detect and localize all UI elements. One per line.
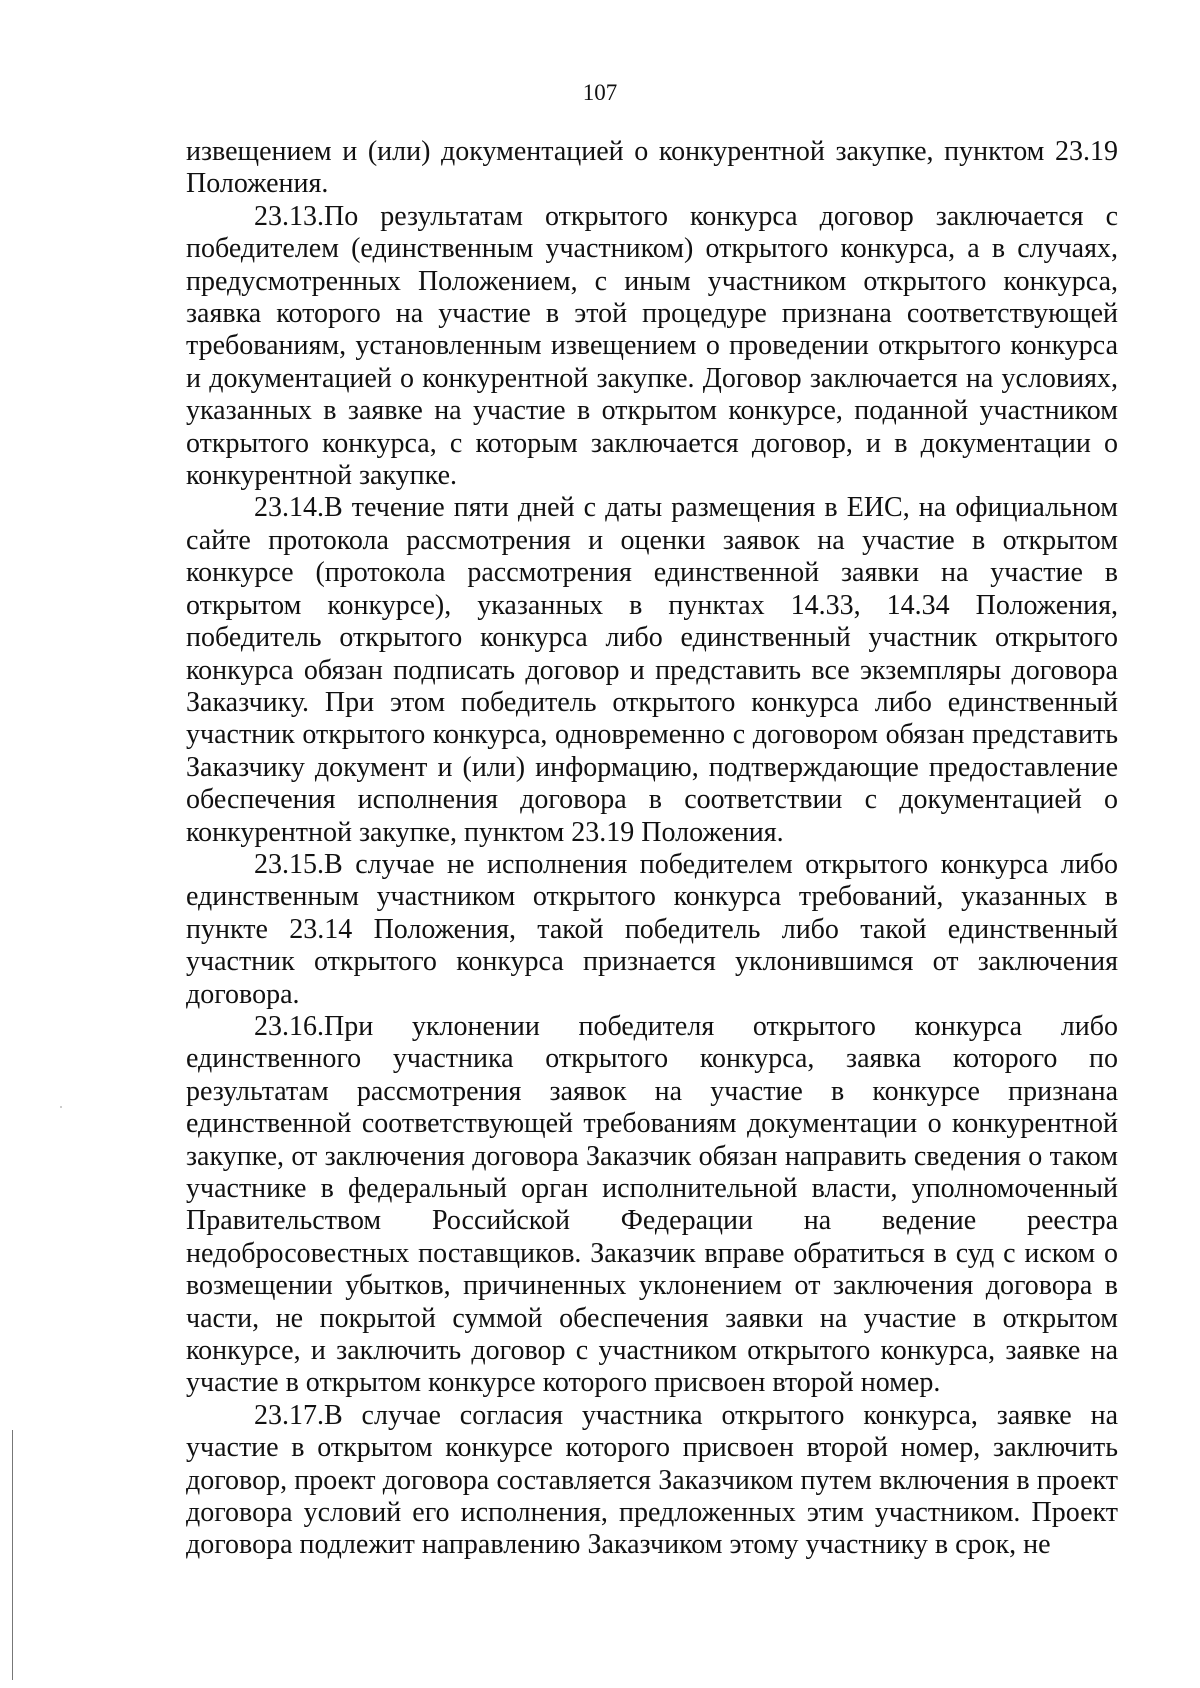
scan-speck	[60, 1106, 62, 1108]
paragraph-continuation: извещением и (или) документацией о конкурентной закупке, пунктом 23.19 Положения.	[186, 136, 1118, 200]
paragraph-23-16: 23.16.При уклонении победителя открытого конкурса либо единственного участника открытого конкурса, заявка которого по результатам рассмотрения заявок на участие в конкурсе признана единственной соответствующей требованиям документации о конкурентной закупке, от заключения договора Заказчик обязан направить сведения о таком участнике в федеральный орган исполнительной власти, уполномоченный Правительством Российской Федерации на ведение реестра недобросовестных поставщиков. Заказчик вправе обратиться в суд с иском о возмещении убытков, причиненных уклонением от заключения договора в части, не покрытой суммой обеспечения заявки на участие в открытом конкурсе, и заключить договор с участником открытого конкурса, заявке на участие в открытом конкурсе которого присвоен второй номер.	[186, 1010, 1118, 1399]
paragraph-23-14: 23.14.В течение пяти дней с даты размещения в ЕИС, на официальном сайте протокола рассмотрения и оценки заявок на участие в открытом конкурсе (протокола рассмотрения единственной заявки на участие в открытом конкурсе), указанных в пунктах 14.33, 14.34 Положения, победитель открытого конкурса либо единственный участник открытого конкурса обязан подписать договор и представить все экземпляры договора Заказчику. При этом победитель открытого конкурса либо единственный участник открытого конкурса, одновременно с договором обязан представить Заказчику документ и (или) информацию, подтверждающие предоставление обеспечения исполнения договора в соответствии с документацией о конкурентной закупке, пунктом 23.19 Положения.	[186, 492, 1118, 848]
paragraph-23-13: 23.13.По результатам открытого конкурса договор заключается с победителем (единственным участником) открытого конкурса, а в случаях, предусмотренных Положением, с иным участником открытого конкурса, заявка которого на участие в этой процедуре признана соответствующей требованиям, установленным извещением о проведении открытого конкурса и документацией о конкурентной закупке. Договор заключается на условиях, указанных в заявке на участие в открытом конкурсе, поданной участником открытого конкурса, с которым заключается договор, и в документации о конкурентной закупке.	[186, 200, 1118, 492]
page-number: 107	[582, 80, 618, 105]
paragraph-23-15: 23.15.В случае не исполнения победителем открытого конкурса либо единственным участником открытого конкурса требований, указанных в пункте 23.14 Положения, такой победитель либо такой единственный участник открытого конкурса признается уклонившимся от заключения договора.	[186, 848, 1118, 1010]
paragraph-23-17: 23.17.В случае согласия участника открытого конкурса, заявке на участие в открытом конкурсе которого присвоен второй номер, заключить договор, проект договора составляется Заказчиком путем включения в проект договора условий его исполнения, предложенных этим участником. Проект договора подлежит направлению Заказчиком этому участнику в срок, не	[186, 1399, 1118, 1561]
document-body	[186, 136, 1118, 1562]
scan-edge-line	[12, 1430, 13, 1680]
